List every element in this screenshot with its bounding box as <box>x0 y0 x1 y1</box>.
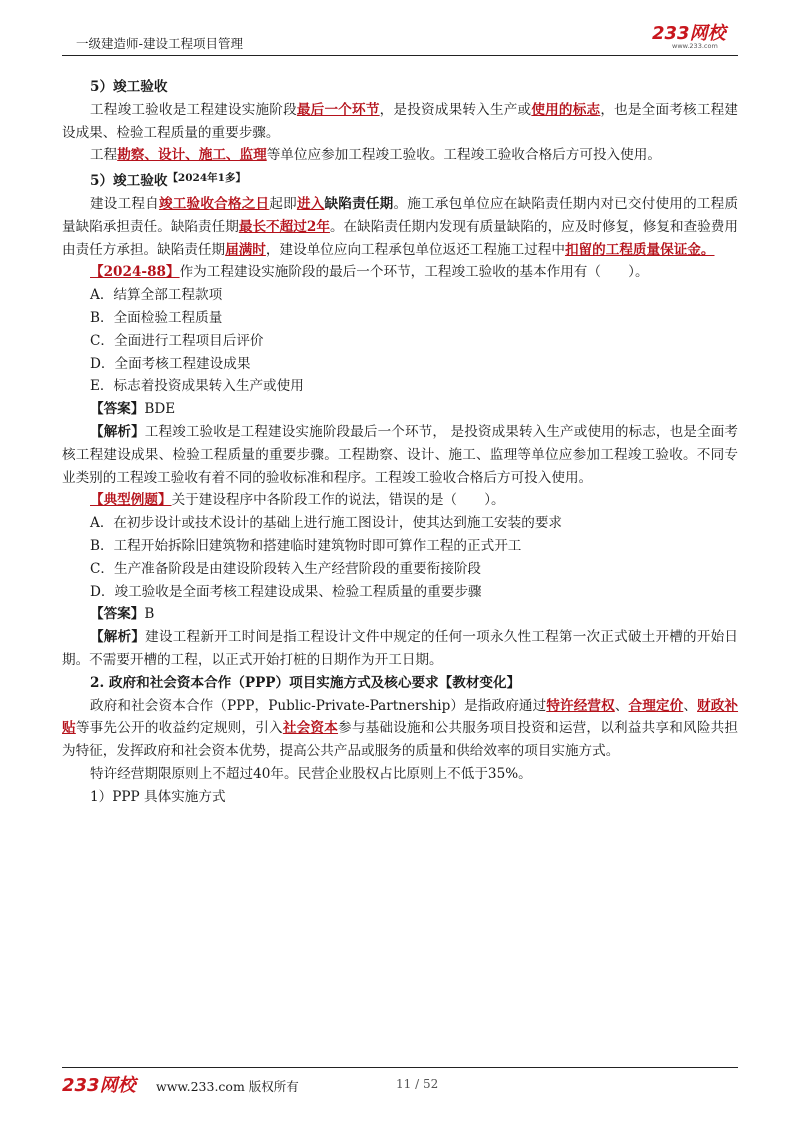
paragraph: 工程勘察、设计、施工、监理等单位应参加工程竣工验收。工程竣工验收合格后方可投入使用。 <box>90 147 661 164</box>
paragraph: 工程竣工验收是工程建设实施阶段最后一个环节，是投资成果转入生产或使用的标志，也是全面考核工程建设成果、检验工程质量的重要步骤。 <box>62 101 739 141</box>
key-term: 合理定价 <box>628 697 684 714</box>
analysis: 【解析】工程竣工验收是工程建设实施阶段最后一个环节， 是投资成果转入生产或使用的标志，也是全面考核工程建设成果、检验工程质量的重要步骤。工程勘察、设计、施工、监理等单位应参加工程竣工验收。不同专业类别的工程竣工验收有着不同的验收标准和程序。工程竣工验收合格后方可投入使用。 <box>62 423 738 486</box>
answer: 【答案】BDE <box>90 401 176 418</box>
section-heading: 5）竣工验收 <box>90 79 168 95</box>
key-term: 扣留的工程质量保证金。 <box>564 241 715 258</box>
paragraph: 特许经营期限原则上不超过40年。民营企业股权占比原则上不低于35%。 <box>90 765 532 782</box>
footer-logo <box>62 1072 146 1098</box>
svg-text:233网校: 233网校 <box>62 1075 136 1096</box>
option: C．全面进行工程项目后评价 <box>90 332 264 349</box>
key-term: 届满时 <box>225 241 266 258</box>
option: A．结算全部工程款项 <box>90 287 223 304</box>
svg-text:www.233.com: www.233.com <box>672 42 718 50</box>
answer: 【答案】B <box>90 606 155 623</box>
key-term: 竣工验收合格之日 <box>158 195 270 212</box>
key-term: 特许经营权 <box>546 697 615 714</box>
section-heading: 5）竣工验收$^{【2024年1多】}$ <box>90 172 246 190</box>
footer-copyright: www.233.com 版权所有 <box>156 1079 299 1094</box>
exam-tag: 【2024年1多】 <box>167 172 246 185</box>
key-term: 财政补贴 <box>62 697 739 737</box>
page-number: 11 / 52 <box>396 1077 439 1091</box>
footer-divider <box>62 1067 738 1068</box>
option: C．生产准备阶段是由建设阶段转入生产经营阶段的重要衔接阶段 <box>90 560 482 577</box>
header-title: 一级建造师-建设工程项目管理 <box>76 36 244 51</box>
brand-logo <box>652 22 736 50</box>
paragraph: 建设工程自竣工验收合格之日起即进入缺陷责任期。施工承包单位应在缺陷责任期内对已交付使用的工程质量缺陷承担责任。缺陷责任期最长不超过2年。在缺陷责任期内发现有质量缺陷的，应及时修复，修复和查验费用由责任方承担。缺陷责任期届满时，建设单位应向工程承包单位返还工程施工过程中扣留的工程质量保证金。 <box>62 195 739 258</box>
key-term: 勘察、设计、施工、监理 <box>117 147 267 164</box>
section-heading: 2. 政府和社会资本合作（PPP）项目实施方式及核心要求【教材变化】 <box>90 674 521 691</box>
option: A．在初步设计或技术设计的基础上进行施工图设计，使其达到施工安装的要求 <box>90 515 563 532</box>
key-term: 使用的标志 <box>531 101 601 118</box>
option: D．竣工验收是全面考核工程建设成果、检验工程质量的重要步骤 <box>90 583 482 600</box>
option: B．全面检验工程质量 <box>90 309 223 326</box>
header-divider <box>62 55 738 56</box>
option: B．工程开始拆除旧建筑物和搭建临时建筑物时即可算作工程的正式开工 <box>90 537 522 554</box>
key-term: 最后一个环节 <box>296 101 380 118</box>
question-stem: 【典型例题】关于建设程序中各阶段工作的说法，错误的是（ ）。 <box>90 492 505 509</box>
question-stem: 【2024-88】作为工程建设实施阶段的最后一个环节，工程竣工验收的基本作用有（ ）。 <box>90 264 649 281</box>
option: E．标志着投资成果转入生产或使用 <box>90 378 304 395</box>
option: D．全面考核工程建设成果 <box>90 355 251 372</box>
key-term: 社会资本 <box>282 720 339 737</box>
svg-text:233网校: 233网校 <box>652 23 726 44</box>
key-term: 进入 <box>296 195 325 212</box>
key-term: 最长不超过2年 <box>238 218 330 235</box>
question-tag: 【典型例题】 <box>90 492 172 509</box>
question-tag: 【2024-88】 <box>90 264 180 281</box>
analysis: 【解析】建设工程新开工时间是指工程设计文件中规定的任何一项永久性工程第一次正式破土开槽的开始日期。不需要开槽的工程，以正式开始打桩的日期作为开工日期。 <box>62 629 739 668</box>
page-content <box>62 76 738 809</box>
paragraph: 政府和社会资本合作（PPP，Public-Private-Partnership）是指政府通过特许经营权、合理定价、财政补贴等事先公开的收益约定规则，引入社会资本参与基础设施和公共服务项目投资和运营，以利益共享和风险共担为特征，发挥政府和社会资本优势，提高公共产品或服务的质量和供给效率的项目实施方式。 <box>62 697 739 760</box>
sub-heading: 1）PPP 具体实施方式 <box>90 788 226 805</box>
